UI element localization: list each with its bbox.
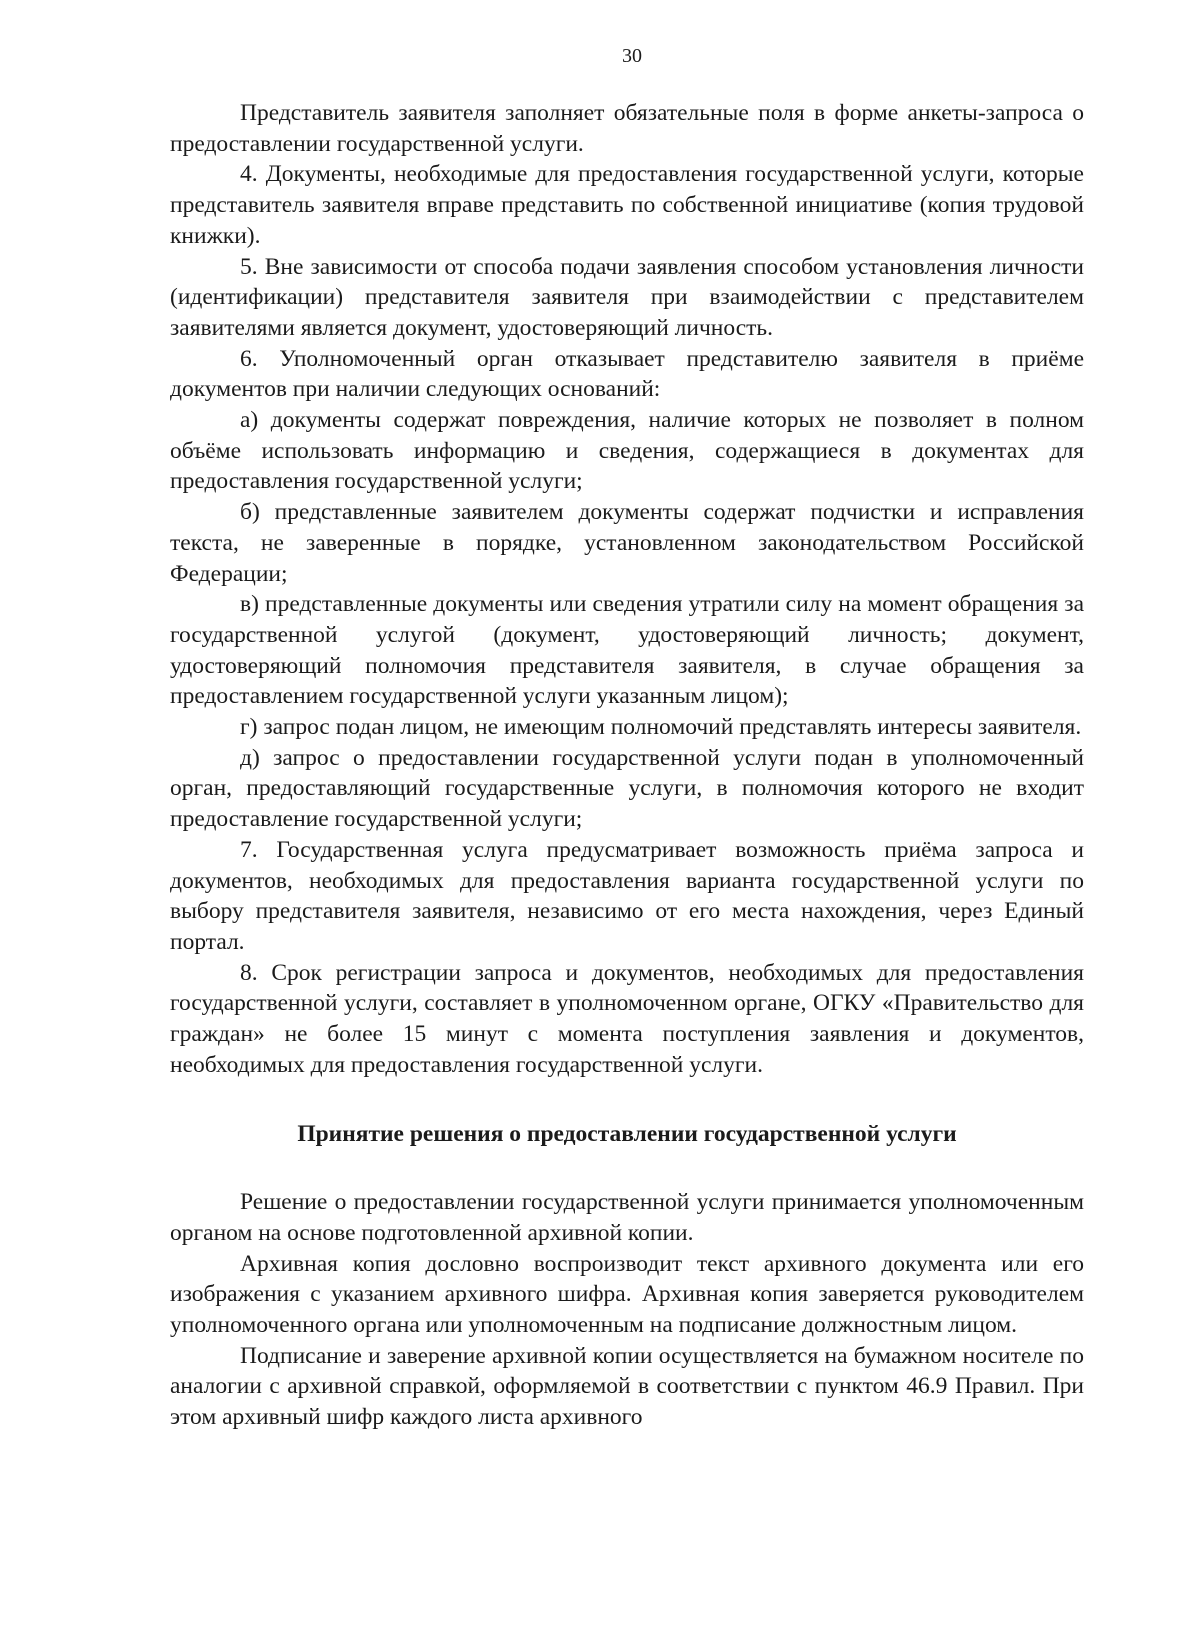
paragraph-item-6b: б) представленные заявителем документы содержат подчистки и исправления текста, не заверенные в порядке, установленном законодательством Российской Федерации; (170, 499, 1084, 587)
section-heading: Принятие решения о предоставлении государственной услуги (297, 1120, 957, 1147)
paragraph-item-4: 4. Документы, необходимые для предоставления государственной услуги, которые представитель заявителя вправе представить по собственной инициативе (копия трудовой книжки). (170, 161, 1084, 249)
paragraph-item-6g: г) запрос подан лицом, не имеющим полномочий представлять интересы заявителя. (240, 714, 1082, 741)
paragraph-signing: Подписание и заверение архивной копии осуществляется на бумажном носителе по аналогии с архивной справкой, оформляемой в соответствии с пунктом 46.9 Правил. При этом архивный шифр каждого листа архивного (170, 1342, 1084, 1431)
paragraph-item-6: 6. Уполномоченный орган отказывает представителю заявителя в приёме документов при наличии следующих оснований: (170, 345, 1084, 403)
paragraph-item-7: 7. Государственная услуга предусматривает возможность приёма запроса и документов, необходимых для предоставления варианта государственной услуги по выбору представителя заявителя, независимо от его места нахождения, через Единый портал. (170, 836, 1084, 955)
paragraph-item-6a: а) документы содержат повреждения, наличие которых не позволяет в полном объёме использовать информацию и сведения, содержащиеся в документах для предоставления государственной услуги; (170, 407, 1084, 495)
paragraph-item-8: 8. Срок регистрации запроса и документов, необходимых для предоставления государственной услуги, составляет в уполномоченном органе, ОГКУ «Правительство для граждан» не более 15 минут с момента поступления заявления и документов, необходимых для предоставления государственной услуги. (170, 959, 1084, 1078)
paragraph-item-5: 5. Вне зависимости от способа подачи заявления способом установления личности (идентификации) представителя заявителя при взаимодействии с представителем заявителями является документ, удостоверяющий личность. (170, 253, 1084, 341)
paragraph-item-6v: в) представленные документы или сведения утратили силу на момент обращения за государственной услугой (документ, удостоверяющий личность; документ, удостоверяющий полномочия представителя заявителя, в случае обращения за предоставлением государственной услуги указанным лицом); (170, 591, 1084, 710)
paragraph-item-6d: д) запрос о предоставлении государственной услуги подан в уполномоченный орган, предоставляющий государственные услуги, в полномочия которого не входит предоставление государственной услуги; (170, 744, 1084, 833)
paragraph-representative-fills-form: Представитель заявителя заполняет обязательные поля в форме анкеты-запроса о предоставлении государственной услуги. (170, 100, 1084, 157)
document-body (170, 98, 1084, 1433)
paragraph-decision: Решение о предоставлении государственной услуги принимается уполномоченным органом на основе подготовленной архивной копии. (170, 1189, 1084, 1246)
page-number: 30 (622, 45, 642, 67)
paragraph-archive-copy: Архивная копия дословно воспроизводит текст архивного документа или его изображения с указанием архивного шифра. Архивная копия заверяется руководителем уполномоченного органа или уполномоченным на подписание должностным лицом. (170, 1250, 1084, 1339)
